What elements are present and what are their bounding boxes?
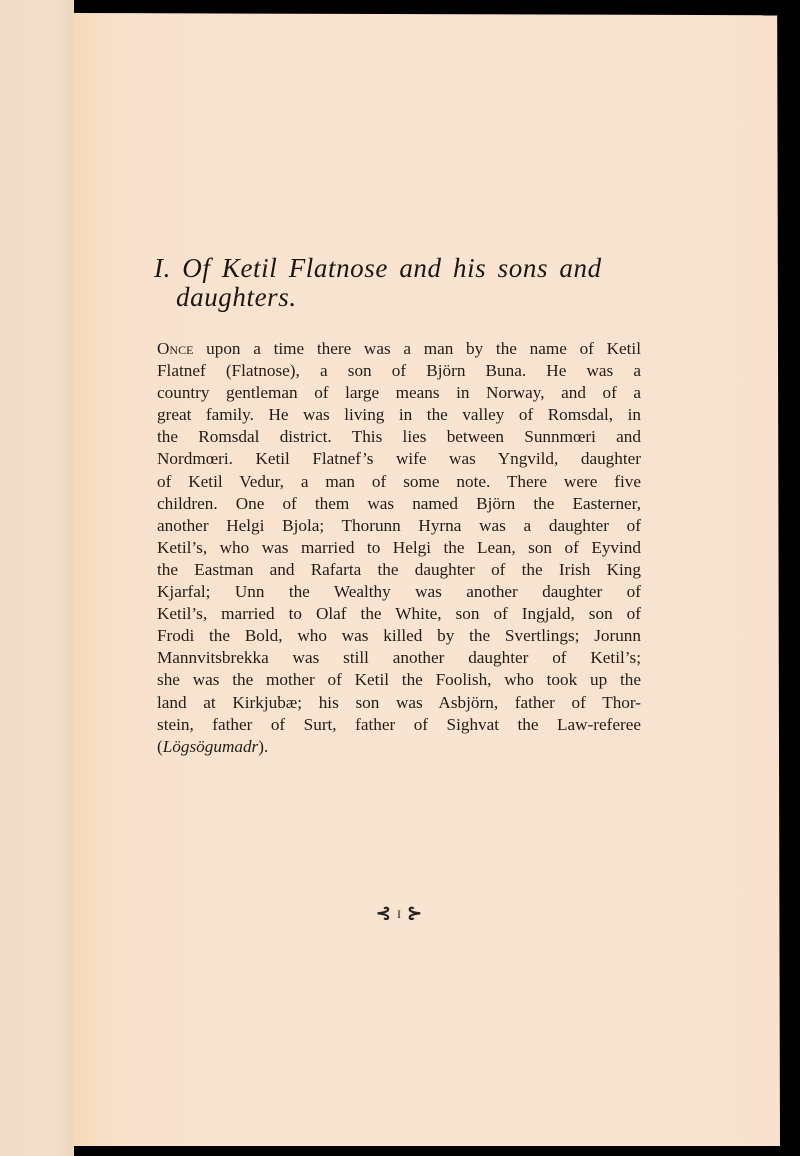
text-line: stein, father of Surt, father of Sighvat the Law-referee xyxy=(157,714,641,734)
text-line: Mannvitsbrekka was still another daughter of Ketil’s; xyxy=(157,648,641,668)
text-line: Once upon a time there was a man by the name of Ketil xyxy=(157,339,641,358)
chapter-title xyxy=(154,254,654,312)
text-line: the Eastman and Rafarta the daughter of the Irish King xyxy=(157,559,641,579)
facing-page-edge xyxy=(0,0,74,1156)
text-line: Frodi the Bold, who was killed by the Svertlings; Jorunn xyxy=(157,626,641,646)
lead-word-smallcaps: Once xyxy=(157,339,194,358)
page-number: I xyxy=(397,907,403,921)
text-line: children. One of them was named Björn the Easterner, xyxy=(157,493,641,513)
chapter-title-line-1: I. Of Ketil Flatnose and his sons and xyxy=(154,253,602,283)
left-ornament-icon: ⊰ xyxy=(375,903,393,923)
text-line: Nordmœri. Ketil Flatnef’s wife was Yngvild, daughter xyxy=(157,449,641,469)
right-ornament-icon: ⊱ xyxy=(407,903,425,923)
page-number-folio xyxy=(370,903,430,924)
chapter-title-line-2: daughters. xyxy=(176,282,297,312)
text-line: great family. He was living in the valley of Romsdal, in xyxy=(157,405,641,425)
text-line: Ketil’s, married to Olaf the White, son of Ingjald, son of xyxy=(157,604,641,624)
text-line: another Helgi Bjola; Thorunn Hyrna was a daughter of xyxy=(157,515,641,535)
text-line: Flatnef (Flatnose), a son of Björn Buna. He was a xyxy=(157,361,641,381)
text-line: the Romsdal district. This lies between Sunnmœri and xyxy=(157,427,641,447)
text-line: Ketil’s, who was married to Helgi the Lean, son of Eyvind xyxy=(157,537,641,557)
text-line-last: (Lögsögumadr). xyxy=(157,736,269,756)
text-line: of Ketil Vedur, a man of some note. There were five xyxy=(157,471,641,491)
text-line: she was the mother of Ketil the Foolish, who took up the xyxy=(157,670,641,690)
text-line: Kjarfal; Unn the Wealthy was another daughter of xyxy=(157,582,641,602)
text-line: land at Kirkjubæ; his son was Asbjörn, father of Thor- xyxy=(157,692,641,712)
text-line: country gentleman of large means in Norway, and of a xyxy=(157,383,641,403)
italic-term: Lögsögumadr xyxy=(162,736,259,756)
chapter-body-paragraph xyxy=(157,338,641,758)
